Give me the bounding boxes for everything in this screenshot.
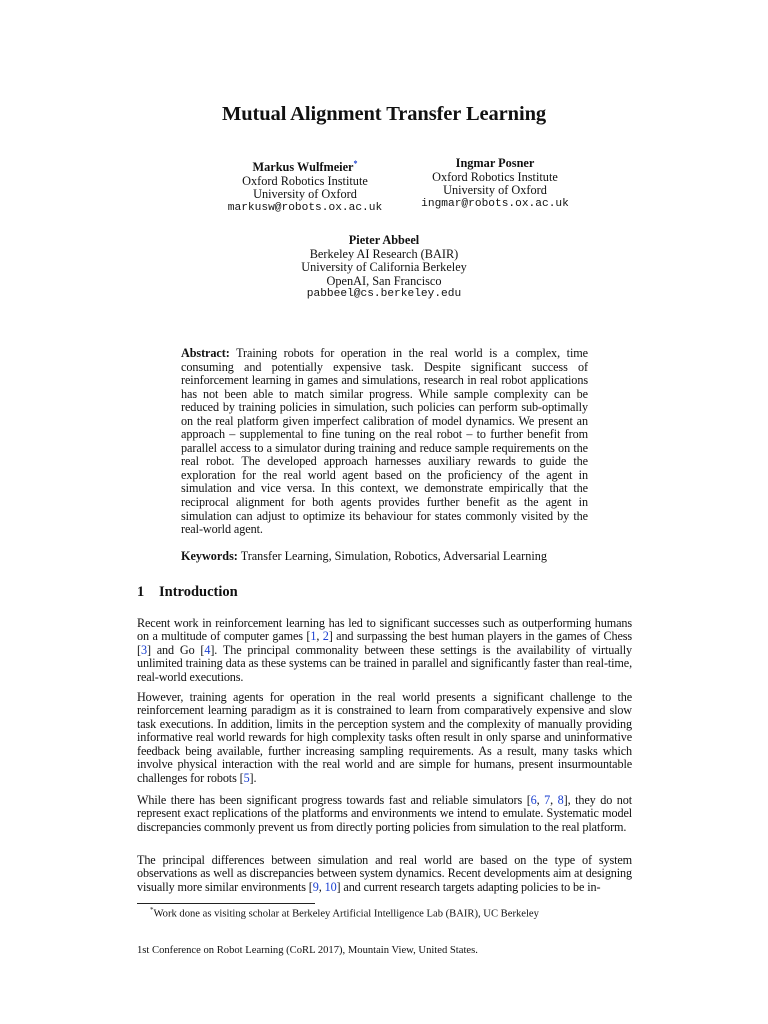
author-block-2	[370, 157, 620, 211]
abstract-label: Abstract:	[181, 346, 230, 360]
author-affiliation-3a: Berkeley AI Research (BAIR)	[309, 246, 459, 261]
keywords-text: Transfer Learning, Simulation, Robotics, Adversarial Learning	[240, 549, 547, 563]
citation-link[interactable]: 1	[310, 629, 317, 644]
author-name-3: Pieter Abbeel	[348, 233, 420, 247]
section-title: Introduction	[159, 584, 238, 600]
footnote-divider	[137, 903, 315, 904]
abstract	[181, 347, 588, 537]
footnote-mark: *	[150, 906, 154, 914]
citation-link[interactable]: 8	[557, 793, 564, 807]
keywords	[181, 549, 601, 563]
author-email-3: pabbeel@cs.berkeley.edu	[306, 288, 462, 301]
section-heading	[137, 584, 238, 601]
author-affiliation-1a: Oxford Robotics Institute	[242, 173, 368, 188]
intro-paragraph-3: While there has been significant progress towards fast and reliable simulators [6, 7, 8], they do not represent exact replications of the platforms and environments we intend to emulate. Systematic model discrepancies commonly prevent us from directly porting policies from simulation to the real platform.	[137, 793, 632, 834]
author-footnote-mark[interactable]: *	[353, 159, 358, 168]
author-affiliation-3c: OpenAI, San Francisco	[326, 273, 442, 288]
citation-link[interactable]: 7	[544, 793, 551, 807]
author-name-2: Ingmar Posner	[455, 156, 535, 170]
author-email-2: ingmar@robots.ox.ac.uk	[421, 197, 569, 210]
author-email-1: markusw@robots.ox.ac.uk	[227, 201, 383, 214]
citation-link[interactable]: 9	[312, 879, 319, 894]
citation-link[interactable]: 6	[530, 793, 537, 807]
citation-link[interactable]: 2	[322, 629, 329, 644]
intro-paragraph-4: The principal differences between simulation and real world are based on the type of system observations as well as discrepancies between system dynamics. Recent developments aim at designing visually more similar environments [9, 10] and current research targets adapting policies to be in-	[137, 853, 632, 894]
citation-link[interactable]: 4	[204, 642, 211, 657]
intro-paragraph-1: Recent work in reinforcement learning has led to significant successes such as outperforming humans on a multitude of computer games [1, 2] and surpassing the best human players in the games of Chess [3] and Go [4]. The principal commonality between these settings is the availability of virtually unlimited training data as these systems can be trained in parallel and significantly faster than real-time, real-world executions.	[137, 616, 632, 684]
author-block-3	[234, 234, 534, 302]
citation-link[interactable]: 5	[243, 770, 250, 785]
section-number: 1	[137, 584, 145, 600]
author-affiliation-2b: University of Oxford	[443, 183, 547, 198]
author-affiliation-2a: Oxford Robotics Institute	[432, 169, 558, 184]
author-affiliation-3b: University of California Berkeley	[301, 260, 467, 275]
citation-link[interactable]: 3	[140, 642, 147, 657]
footnote	[150, 906, 539, 920]
keywords-label: Keywords:	[181, 549, 238, 563]
citation-link[interactable]: 10	[324, 879, 337, 894]
venue-line: 1st Conference on Robot Learning (CoRL 2017), Mountain View, United States.	[137, 945, 478, 956]
intro-paragraph-2: However, training agents for operation in the real world presents a significant challenge to the reinforcement learning paradigm as it is constrained to learn from comparatively expensive and slow task executions. In addition, limits in the perception system and the complexity of manually providing informative real world rewards for high complexity tasks often result in only sparse and uninformative feedback being available, further increasing sampling requirements. As a result, many tasks which involve physical interaction with the real world and are simple for humans, present insurmountable challenges for robots [5].	[137, 690, 632, 785]
author-affiliation-1b: University of Oxford	[253, 187, 357, 202]
footnote-text: Work done as visiting scholar at Berkeley Artificial Intelligence Lab (BAIR), UC Berkeley	[153, 908, 539, 920]
abstract-text: Training robots for operation in the real world is a complex, time consuming and potentially expensive task. Despite significant success of reinforcement learning in games and simulations, research in real robot applications has not been able to match similar progress. While sample complexity can be reduced by training policies in simulation, such policies can perform sub-optimally on the real platform given imperfect calibration of model dynamics. We present an approach – supplemental to fine tuning on the real robot – to further benefit from parallel access to a simulator during training and reduce sample requirements on the real robot. The developed approach harnesses auxiliary rewards to guide the exploration for the real world agent based on the proficiency of the agent in simulation and vice versa. In this context, we demonstrate empirically that the reciprocal alignment for both agents provides further benefit as the agent in simulation can adjust to optimize its behaviour for states commonly visited by the real-world agent.	[181, 346, 588, 537]
author-name-1: Markus Wulfmeier	[252, 160, 354, 175]
paper-title: Mutual Alignment Transfer Learning	[221, 103, 547, 125]
